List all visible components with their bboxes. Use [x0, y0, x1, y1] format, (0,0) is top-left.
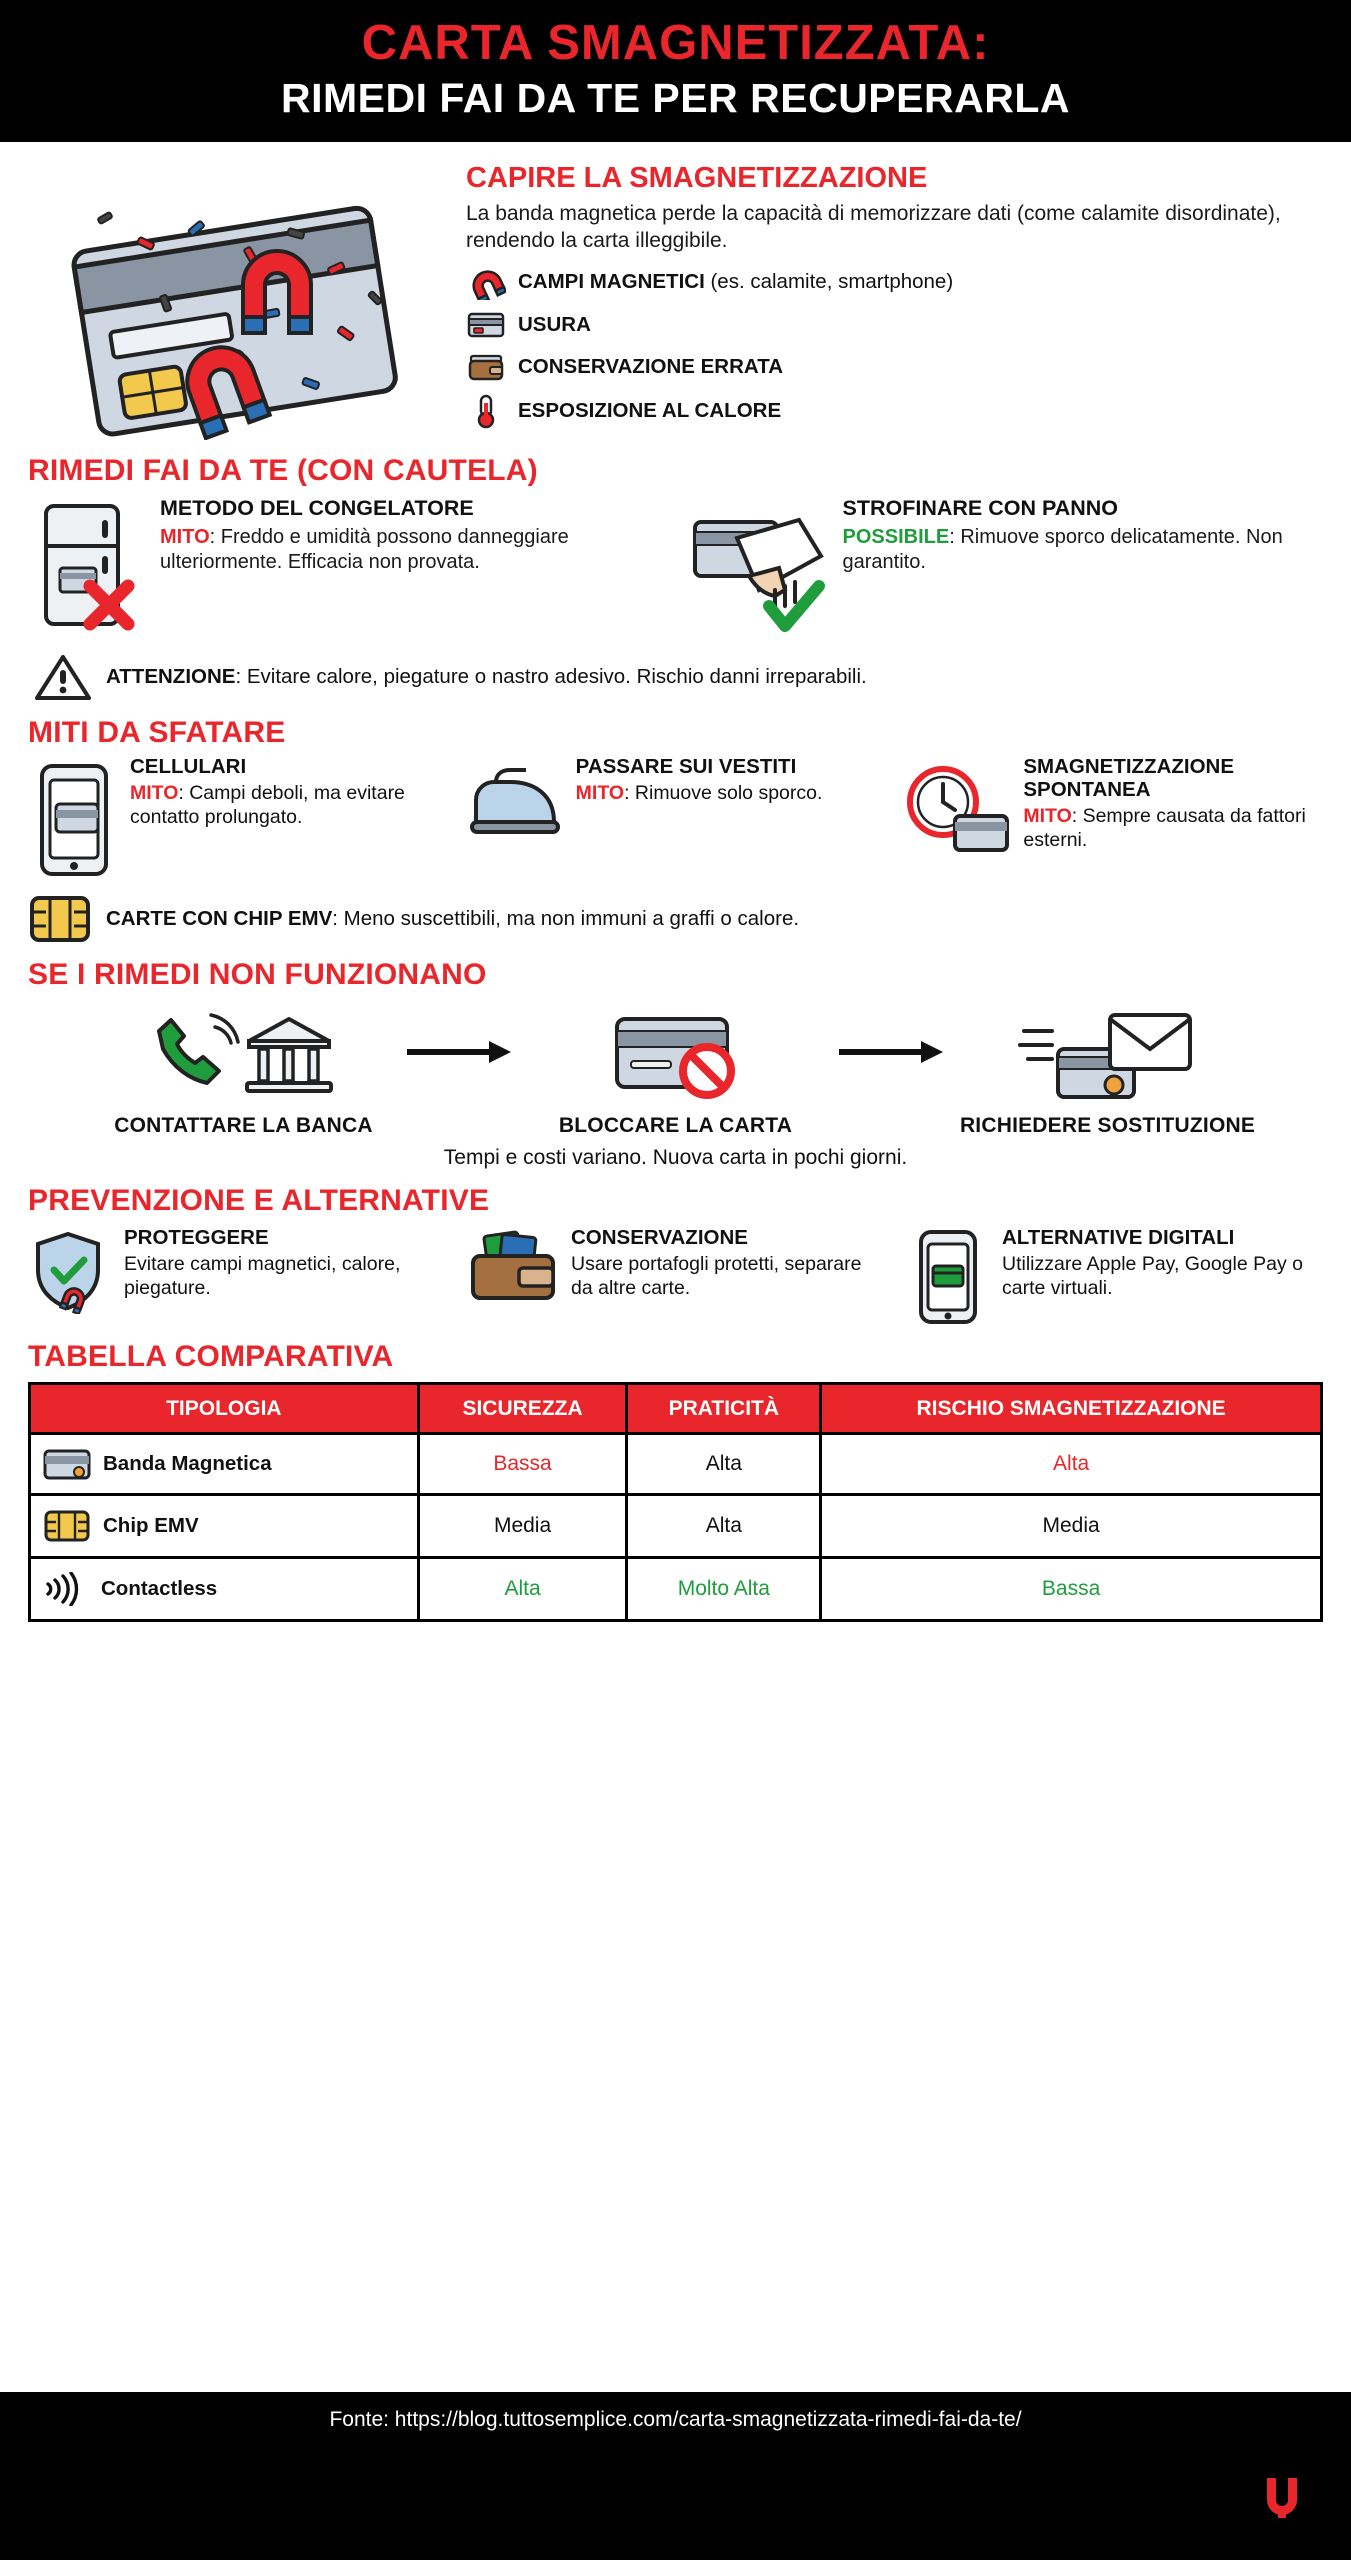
cause-label: CAMPI MAGNETICI [518, 270, 705, 294]
flow-step-caption: BLOCCARE LA CARTA [558, 1114, 793, 1138]
chip-note-label: CARTE CON CHIP EMV [106, 907, 333, 931]
table-cell-rischio: Alta [821, 1434, 1322, 1495]
phone-pay-icon [906, 1226, 990, 1326]
table-cell-rischio: Bassa [821, 1558, 1322, 1621]
table-col-rischio: RISCHIO SMAGNETIZZAZIONE [821, 1384, 1322, 1434]
card-mail-icon [958, 1000, 1258, 1110]
iron-icon [466, 756, 566, 846]
warning-label: ATTENZIONE [106, 664, 236, 688]
table-cell-praticita: Molto Alta [627, 1558, 821, 1621]
section-table-title: TABELLA COMPARATIVA [28, 1340, 394, 1374]
section-understanding-title: CAPIRE LA SMAGNETIZZAZIONE [466, 162, 928, 195]
remedy-heading: METODO DEL CONGELATORE [160, 496, 474, 521]
table-cell-sicurezza: Media [418, 1495, 627, 1558]
remedy-verdict: MITO [160, 526, 210, 549]
myth-verdict: MITO [575, 782, 625, 805]
page-subtitle: RIMEDI FAI DA TE PER RECUPERARLA [281, 74, 1070, 121]
remedy-text: : Freddo e umidità possono danneggiare ulteriormente. Efficacia non provata. [160, 526, 569, 573]
cause-label: USURA [518, 313, 591, 337]
clock-card-icon [903, 756, 1013, 860]
table-type-label: Chip EMV [103, 1514, 199, 1538]
myth-text: : Sempre causata da fattori esterni. [1023, 805, 1306, 851]
prevention-text: Utilizzare Apple Pay, Google Pay o carte virtuali. [1002, 1253, 1303, 1299]
table-type-label: Banda Magnetica [103, 1452, 272, 1476]
flow-step-replacement [958, 1000, 1258, 1138]
myth-heading: SMAGNETIZZAZIONE SPONTANEA [1023, 755, 1235, 802]
phone-bank-icon [94, 1000, 394, 1110]
flow-step-block-card [526, 1000, 826, 1138]
table-row [30, 1434, 1322, 1495]
section-myths [28, 756, 1323, 880]
thermometer-icon [466, 393, 506, 429]
flow-step-caption: RICHIEDERE SOSTITUZIONE [959, 1114, 1256, 1138]
emv-chip-icon [28, 894, 92, 944]
myth-spontanea [903, 756, 1323, 880]
table-row [30, 1495, 1322, 1558]
remedy-cloth [689, 494, 1324, 638]
brand-bar [0, 2450, 1351, 2560]
flow-arrow-2 [832, 1037, 952, 1101]
wallet-icon [466, 350, 506, 384]
table-cell-sicurezza: Bassa [418, 1434, 627, 1495]
myth-heading: PASSARE SUI VESTITI [575, 755, 797, 779]
table-type-label: Contactless [101, 1577, 218, 1601]
comparison-table [28, 1382, 1323, 1622]
table-cell-type [30, 1434, 419, 1495]
chip-note-row [28, 894, 1323, 944]
myth-verdict: MITO [130, 782, 179, 805]
header [0, 0, 1351, 142]
wallet-cards-icon [467, 1226, 559, 1308]
prevention-text: Evitare campi magnetici, calore, piegature. [124, 1253, 401, 1299]
prevention-storage [467, 1226, 884, 1326]
cause-item-magnetic-fields [466, 264, 1323, 300]
cause-label: CONSERVAZIONE ERRATA [518, 355, 783, 379]
magnet-icon [466, 264, 506, 300]
cause-item-heat [466, 393, 1323, 429]
prevention-text: Usare portafogli protetti, separare da altre carte. [571, 1253, 862, 1299]
myth-text: : Rimuove solo sporco. [624, 782, 823, 805]
cause-label: ESPOSIZIONE AL CALORE [518, 399, 782, 423]
remedy-text: : Rimuove sporco delicatamente. Non garantito. [842, 526, 1283, 573]
footer-source: Fonte: https://blog.tuttosemplice.com/carta-smagnetizzata-rimedi-fai-da-te/ [0, 2392, 1351, 2450]
warning-triangle-icon [34, 652, 92, 702]
remedy-heading: STROFINARE CON PANNO [842, 496, 1119, 521]
flow-step-contact-bank [94, 1000, 394, 1138]
smartphone-card-icon [28, 756, 120, 880]
warning-row [28, 652, 1323, 702]
flow-step-caption: CONTATTARE LA BANCA [114, 1114, 373, 1138]
cause-item-storage [466, 350, 1323, 384]
section-understanding [28, 160, 1323, 440]
card-blocked-icon [526, 1000, 826, 1110]
demagnetized-card-illustration [28, 160, 448, 440]
emv-chip-icon [43, 1509, 91, 1543]
table-col-praticita: PRATICITÀ [627, 1384, 821, 1434]
section-prevention [28, 1226, 1323, 1326]
magstripe-card-icon [43, 1448, 91, 1480]
table-cell-praticita: Alta [627, 1495, 821, 1558]
table-cell-type [30, 1495, 419, 1558]
table-header-row [30, 1384, 1322, 1434]
cause-note: (es. calamite, smartphone) [710, 270, 954, 294]
prevention-heading: PROTEGGERE [124, 1226, 269, 1250]
card-wear-icon [466, 309, 506, 341]
table-cell-type [30, 1558, 419, 1621]
section-myths-title: MITI DA SFATARE [28, 716, 286, 750]
section-understanding-paragraph: La banda magnetica perde la capacità di memorizzare dati (come calamite disordinate), rendendo la carta illeggibile. [466, 202, 1281, 252]
prevention-heading: CONSERVAZIONE [571, 1226, 748, 1250]
prevention-protect [28, 1226, 445, 1326]
table-col-sicurezza: SICUREZZA [418, 1384, 627, 1434]
remedy-freezer [28, 494, 663, 638]
cause-item-wear [466, 309, 1323, 341]
table-cell-praticita: Alta [627, 1434, 821, 1495]
page-title: CARTA SMAGNETIZZATA: [361, 16, 990, 70]
table-row [30, 1558, 1322, 1621]
section-failed-title: SE I RIMEDI NON FUNZIONANO [28, 958, 487, 992]
section-remedies-title: RIMEDI FAI DA TE (CON CAUTELA) [28, 454, 538, 488]
brand-logo-icon [1253, 2468, 1311, 2526]
myth-heading: CELLULARI [130, 755, 247, 779]
chip-note-text: : Meno suscettibili, ma non immuni a graffi o calore. [332, 907, 800, 931]
flow-note: Tempi e costi variano. Nuova carta in pochi giorni. [443, 1146, 908, 1170]
warning-text: : Evitare calore, piegature o nastro adesivo. Rischio danni irreparabili. [235, 664, 867, 688]
myth-verdict: MITO [1023, 805, 1072, 828]
myth-text: : Campi deboli, ma evitare contatto prolungato. [130, 782, 405, 828]
table-cell-rischio: Media [821, 1495, 1322, 1558]
myth-vestiti [466, 756, 886, 880]
section-failed-flow [28, 1000, 1323, 1138]
prevention-digital [906, 1226, 1323, 1326]
cloth-card-icon [689, 494, 829, 638]
table-col-tipologia: TIPOLOGIA [30, 1384, 419, 1434]
section-prevention-title: PREVENZIONE E ALTERNATIVE [28, 1184, 490, 1218]
shield-magnet-icon [28, 1226, 112, 1314]
myth-cellulari [28, 756, 448, 880]
remedy-verdict: POSSIBILE [842, 526, 950, 549]
flow-arrow-1 [400, 1037, 520, 1101]
contactless-icon [43, 1572, 89, 1606]
freezer-icon [28, 494, 146, 638]
prevention-heading: ALTERNATIVE DIGITALI [1002, 1226, 1235, 1250]
section-remedies [28, 494, 1323, 638]
table-cell-sicurezza: Alta [418, 1558, 627, 1621]
